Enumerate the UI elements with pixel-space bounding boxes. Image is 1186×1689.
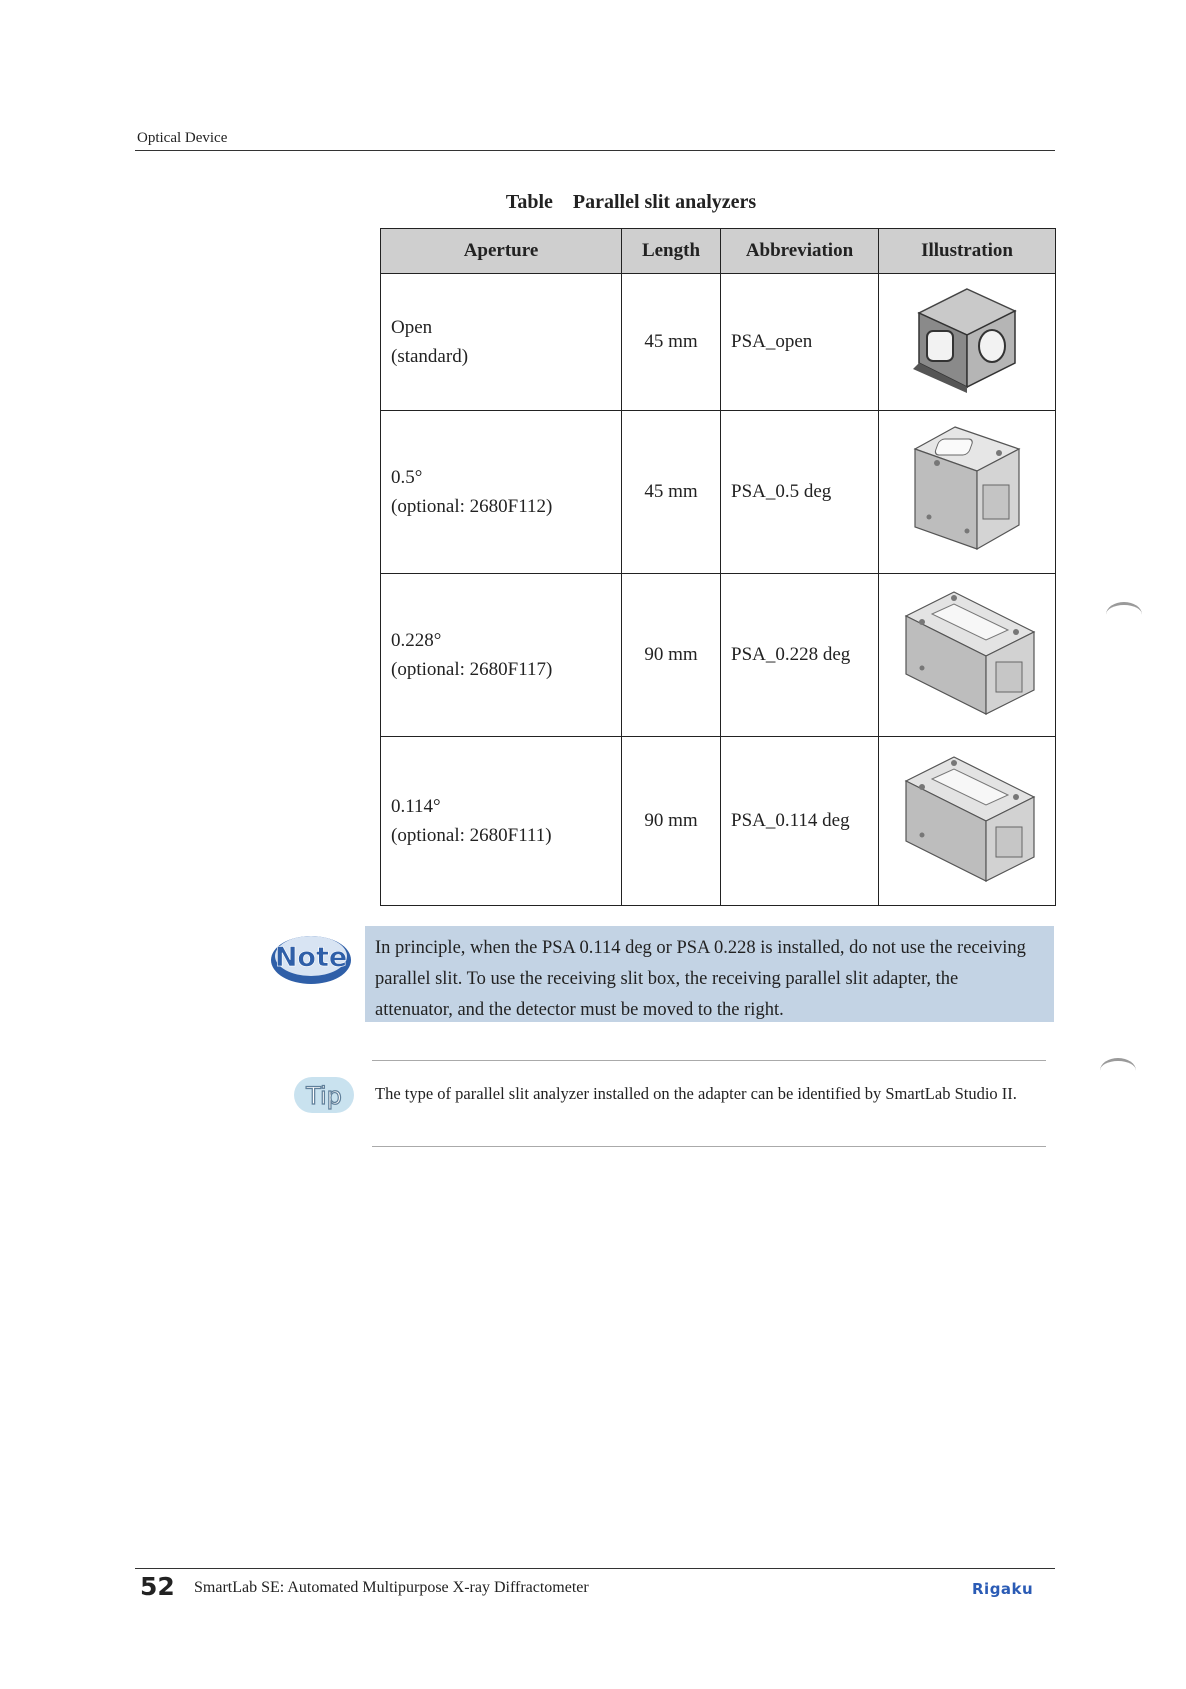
psa-open-illustration bbox=[907, 283, 1027, 395]
psa-0-5deg-illustration bbox=[907, 419, 1027, 559]
note-box bbox=[365, 926, 1054, 1022]
abbreviation-cell: PSA_0.5 deg bbox=[721, 411, 879, 574]
tip-badge bbox=[293, 1076, 355, 1114]
section-title: Optical Device bbox=[137, 130, 228, 146]
length-cell: 90 mm bbox=[622, 574, 721, 737]
length-cell: 45 mm bbox=[622, 411, 721, 574]
col-header-length: Length bbox=[622, 229, 721, 274]
caption-label: Table bbox=[505, 191, 553, 213]
note-text: In principle, when the PSA 0.114 deg or PSA 0.228 is installed, do not use the receiving parallel slit. To use the receiving slit box, the receiving parallel slit adapter, the attenuator, and the detector must be moved to the right. bbox=[375, 938, 1026, 1020]
psa-table bbox=[380, 228, 1056, 906]
illustration-cell bbox=[879, 574, 1056, 737]
table-row bbox=[381, 274, 1056, 411]
abbreviation-cell: PSA_open bbox=[721, 274, 879, 411]
aperture-cell: 0.5° (optional: 2680F112) bbox=[381, 411, 622, 574]
binder-hole bbox=[1106, 602, 1142, 627]
table-caption bbox=[0, 191, 1186, 214]
table-row bbox=[381, 574, 1056, 737]
footer-rule bbox=[135, 1568, 1055, 1569]
tip-rule-top bbox=[372, 1060, 1046, 1061]
table-row bbox=[381, 411, 1056, 574]
table-row bbox=[381, 737, 1056, 906]
col-header-abbreviation: Abbreviation bbox=[721, 229, 879, 274]
aperture-cell: 0.114° (optional: 2680F111) bbox=[381, 737, 622, 906]
col-header-aperture: Aperture bbox=[381, 229, 622, 274]
psa-0-114deg-illustration bbox=[892, 745, 1042, 891]
length-cell: 90 mm bbox=[622, 737, 721, 906]
illustration-cell bbox=[879, 274, 1056, 411]
table-header-row bbox=[381, 229, 1056, 274]
length-cell: 45 mm bbox=[622, 274, 721, 411]
footer-title: SmartLab SE: Automated Multipurpose X-ray Diffractometer bbox=[194, 1579, 589, 1596]
abbreviation-cell: PSA_0.114 deg bbox=[721, 737, 879, 906]
caption-title: Parallel slit analyzers bbox=[572, 191, 757, 213]
note-badge bbox=[268, 930, 354, 988]
aperture-cell: 0.228° (optional: 2680F117) bbox=[381, 574, 622, 737]
brand-logo: Rigaku bbox=[972, 1580, 1034, 1598]
illustration-cell bbox=[879, 737, 1056, 906]
tip-text: The type of parallel slit analyzer installed on the adapter can be identified by SmartLab Studio II. bbox=[375, 1084, 1017, 1103]
binder-hole bbox=[1100, 1058, 1136, 1083]
illustration-cell bbox=[879, 411, 1056, 574]
note-badge-label: Note bbox=[274, 942, 348, 973]
psa-0-228deg-illustration bbox=[892, 582, 1042, 722]
page-number: 52 bbox=[140, 1572, 175, 1601]
header-rule bbox=[135, 150, 1055, 151]
tip-rule-bottom bbox=[372, 1146, 1046, 1147]
aperture-cell: Open (standard) bbox=[381, 274, 622, 411]
col-header-illustration: Illustration bbox=[879, 229, 1056, 274]
tip-badge-label: Tip bbox=[306, 1082, 342, 1110]
abbreviation-cell: PSA_0.228 deg bbox=[721, 574, 879, 737]
